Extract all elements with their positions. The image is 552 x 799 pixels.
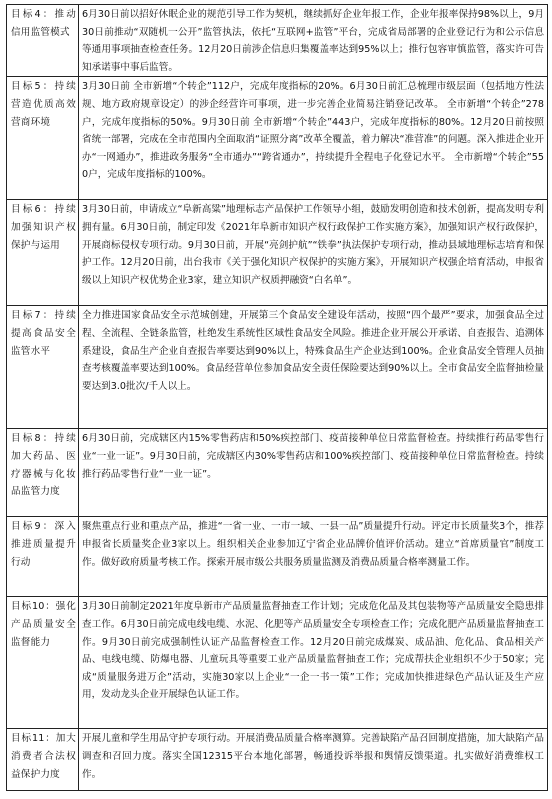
content-cell: 3月30日前 全市新增“个转企”112户，完成年度指标的20%。6月30日前汇总梳理市级层面（包括地方性法规、地方政府规章设定）的涉企经营许可事项，进一步完善企业简易注销登记改革。 全市新增“个转企”278户，完成年度指标的50%。9月30日前 全市新增“个转企”443户，完成年度指标的80%。12月20日前按照省统一部署，完成在全市范围内全面取消“证照分离”改革全覆盖，着力解决“准营准”的问题。深入推进企业开办“一网通办”，推进政务服务“全市通办”“跨省通办”，持续提升全程电子化登记水平。 全市新增“个转企”550户，完成年度指标的100%。 <box>79 77 548 200</box>
goal-cell: 目标6：持续加强知识产权保护与运用 <box>7 200 79 306</box>
table-row <box>7 729 548 791</box>
table-row <box>7 517 548 597</box>
table-row <box>7 77 548 200</box>
goal-cell: 目标8：持续加大药品、医疗器械与化妆品监管力度 <box>7 429 79 517</box>
content-cell: 3月30日前制定2021年度阜新市产品质量监督抽查工作计划；完成危化品及其包装物等产品质量安全隐患排查工作。6月30日前完成电线电缆、水泥、化肥等产品质量安全专项检查工作；完成化肥产品质量监督抽查工作。9月30日前完成强制性认证产品监督检查工作。12月20日前完成煤炭、成品油、危化品、食品相关产品、电线电缆、防爆电器、儿童玩具等重要工业产品质量监督抽查工作；完成帮扶企业组织不少于50家；完成“质量服务进万企”活动，实施30家以上企业“一企一书一策”工作；完成加快推进绿色产品认证及生产应用，发动龙头企业开展绿色认证工作。 <box>79 597 548 729</box>
goal-cell: 目标10：强化产品质量安全监督能力 <box>7 597 79 729</box>
content-cell: 聚焦重点行业和重点产品，推进“一省一业、一市一域、一县一品”质量提升行动。评定市长质量奖3个，推荐申报省长质量奖企业3家以上。组织相关企业参加辽宁省企业品牌价值评价活动。建立“首席质量官”制度工作。做好政府质量考核工作。探索开展市级公共服务质量监测及消费品质量合格率测量工作。 <box>79 517 548 597</box>
goal-cell: 目标11：加大消费者合法权益保护力度 <box>7 729 79 791</box>
goal-cell: 目标5：持续营造优质高效营商环境 <box>7 77 79 200</box>
content-cell: 开展儿童和学生用品守护专项行动。开展消费品质量合格率测算。完善缺陷产品召回制度措施，加大缺陷产品调查和召回力度。落实全国12315平台本地化部署，畅通投诉举报和舆情反馈渠道。扎实做好消费维权工作。 <box>79 729 548 791</box>
table-row <box>7 200 548 306</box>
content-cell: 全力推进国家食品安全示范城创建，开展第三个食品安全建设年活动，按照“四个最严”要求，加强食品全过程、全流程、全链条监管，杜绝发生系统性区域性食品安全风险。推进企业开展公开承诺、自查报告、追溯体系建设，食品生产企业自查报告率要达到90%以上，特殊食品生产企业达到100%。企业食品安全管理人员抽查考核覆盖率要达到100%。食品经营单位参加食品安全责任保险要达到90%以上。全市食品安全监督抽检量要达到3.0批次/千人以上。 <box>79 306 548 429</box>
content-cell: 6月30日前以招好休眠企业的规范引导工作为契机，继续抓好企业年报工作，企业年报率保持98%以上，9月30日前推动“双随机一公开”监管执法，依托“互联网+监管”平台，完成省局部署的企业登记行为和公示信息等通用事项抽查检查任务。12月20日前涉企信息归集覆盖率达到95%以上；推行包容审慎监管，落实许可告知承诺事中事后监管。 <box>79 5 548 77</box>
goal-cell: 目标7：持续提高食品安全监管水平 <box>7 306 79 429</box>
table-row <box>7 5 548 77</box>
table-row <box>7 597 548 729</box>
content-cell: 6月30日前，完成辖区内15%零售药店和50%疾控部门、疫苗接种单位日常监督检查。持续推行药品零售行业“一业一证”。9月30日前，完成辖区内30%零售药店和100%疾控部门、疫苗接种单位日常监督检查。持续推行药品零售行业“一业一证”。 <box>79 429 548 517</box>
goal-cell: 目标9：深入推进质量提升行动 <box>7 517 79 597</box>
goal-cell: 目标4：推动信用监管模式 <box>7 5 79 77</box>
content-cell: 3月30日前，申请成立“阜新高粱”地理标志产品保护工作领导小组，鼓励发明创造和技术创新，提高发明专利拥有量。6月30日前，制定印发《2021年阜新市知识产权行政保护工作实施方案》，加强知识产权行政保护，开展商标侵权专项行动。9月30日前，开展“亮剑护航”“铁拳”执法保护专项行动，推动县域地理标志培育和保护工作。12月20日前，出台我市《关于强化知识产权保护的实施方案》，开展知识产权强企培育活动，申报省级以上知识产权优势企业3家，建立知识产权质押融资“白名单”。 <box>79 200 548 306</box>
work-goals-table <box>6 4 548 791</box>
table-row <box>7 429 548 517</box>
table-row <box>7 306 548 429</box>
